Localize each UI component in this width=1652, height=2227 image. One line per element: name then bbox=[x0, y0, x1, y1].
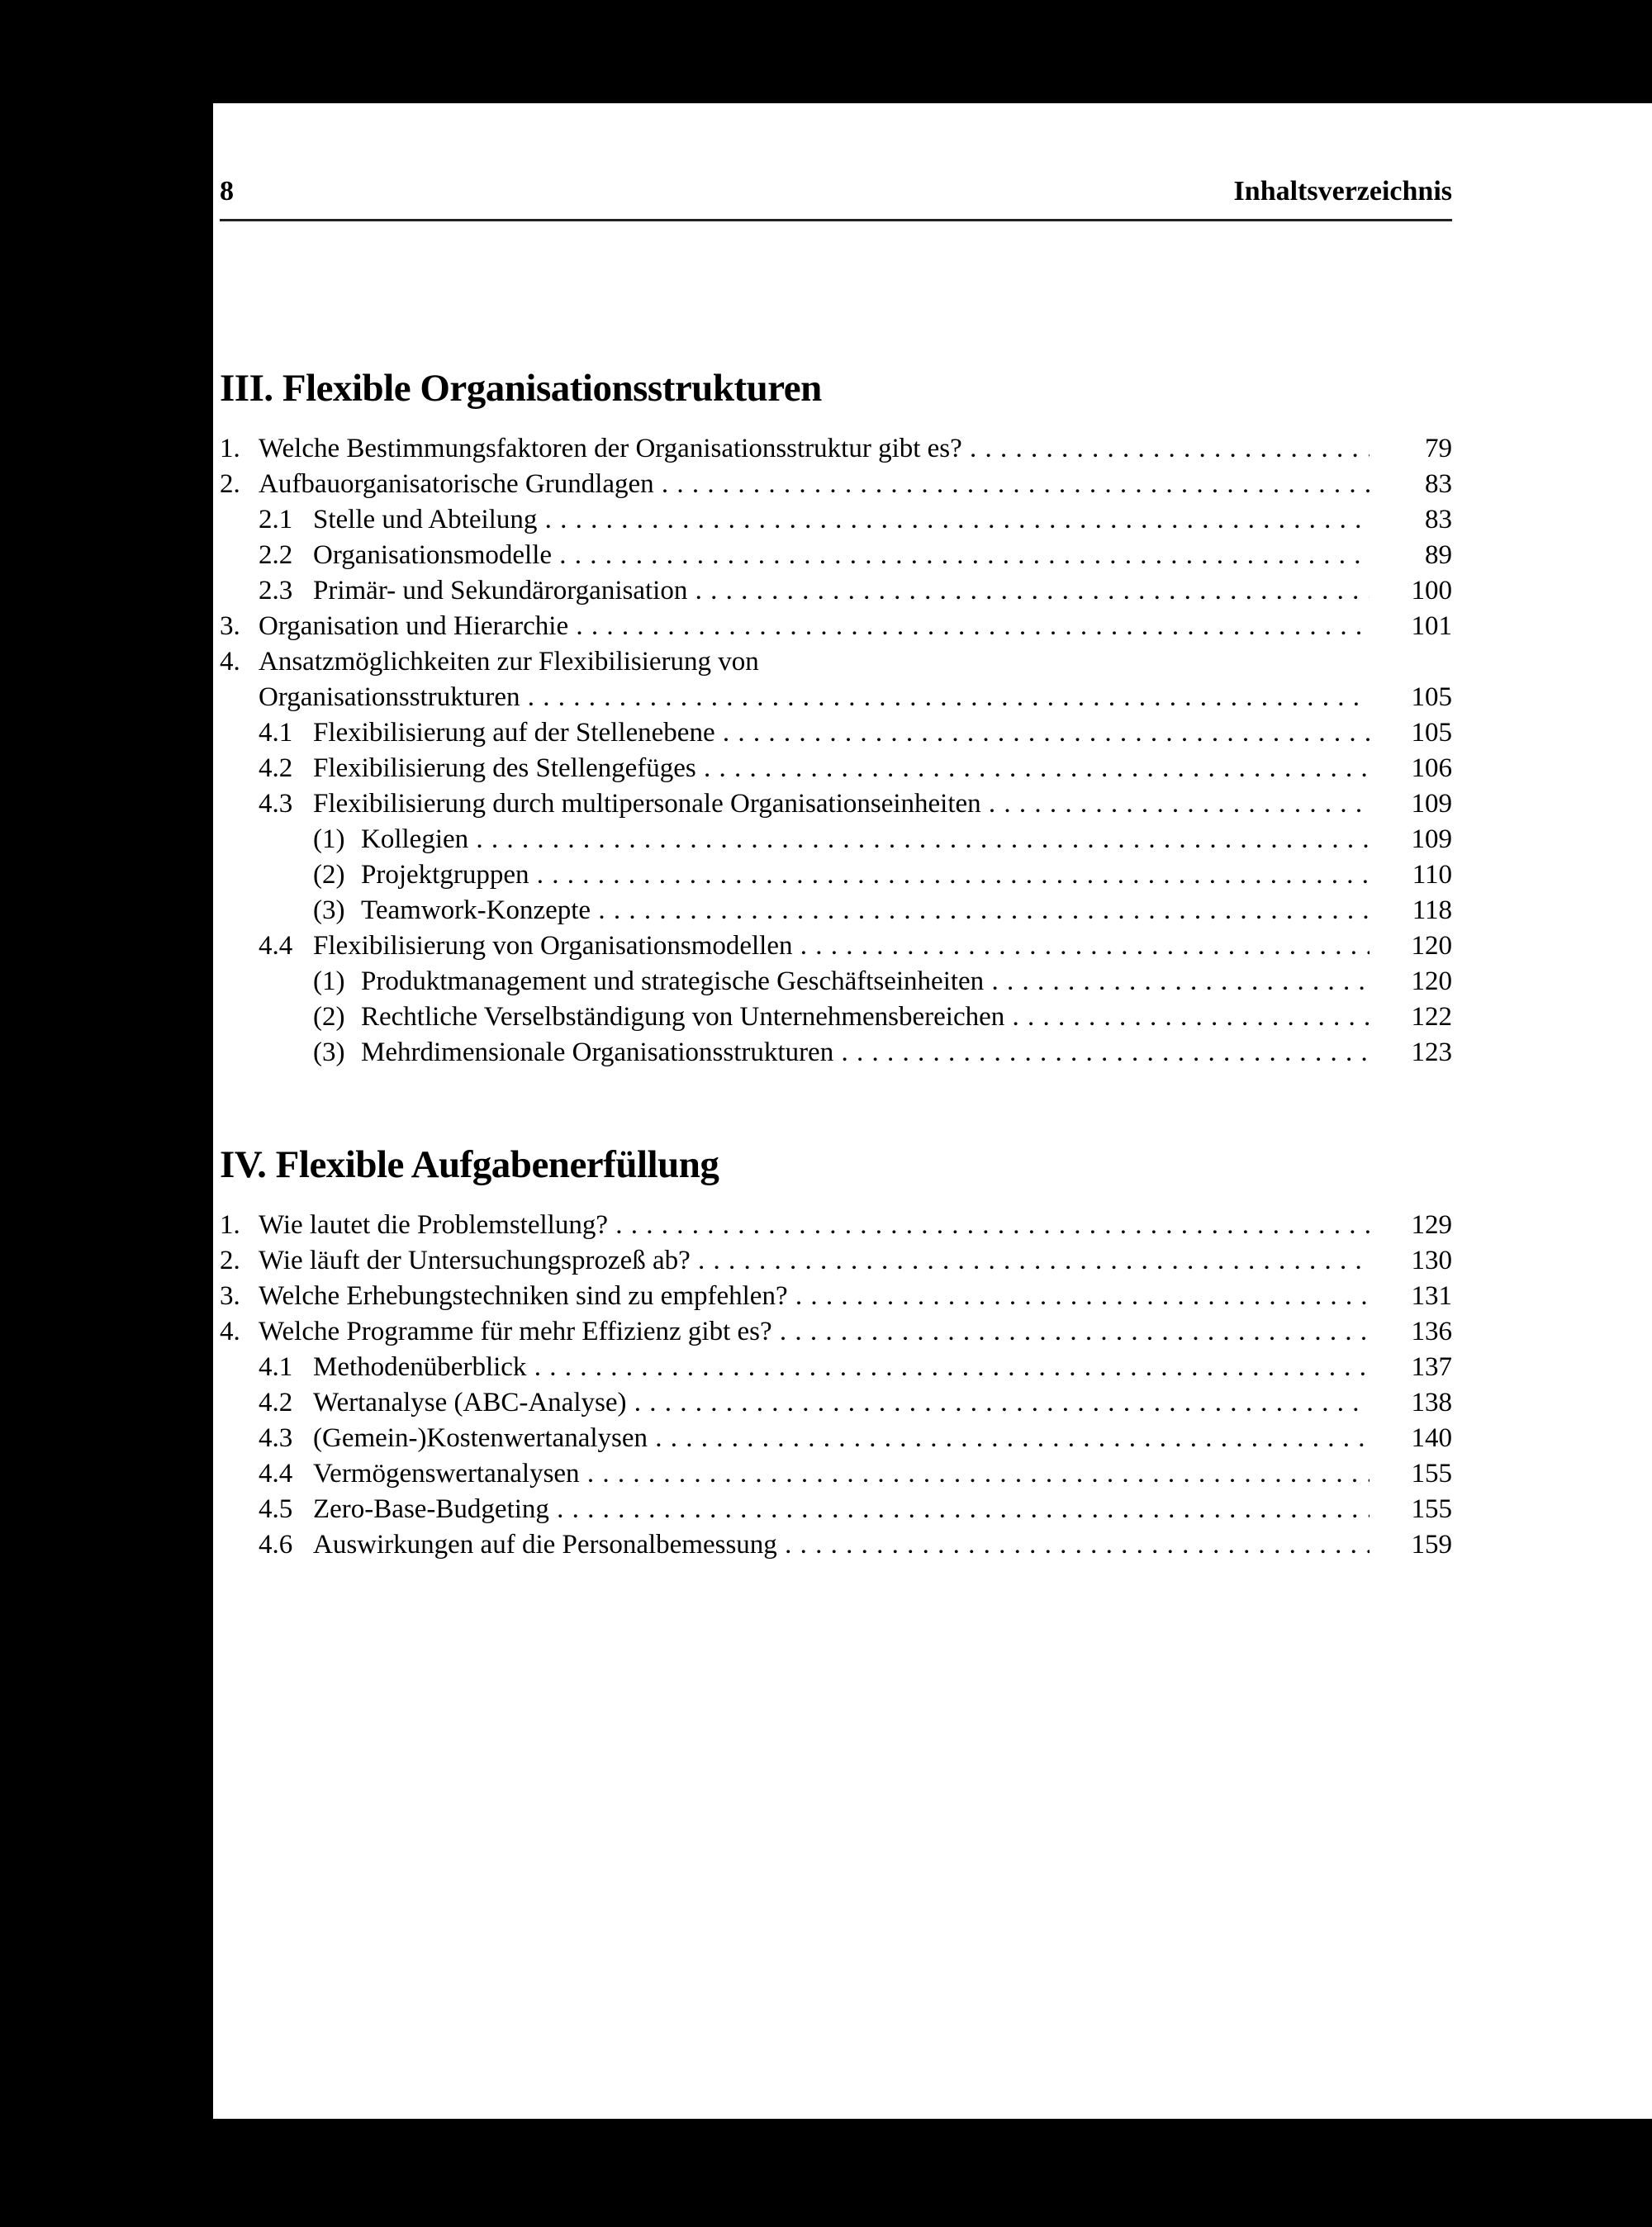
entry-number: 4.2 bbox=[259, 1388, 293, 1417]
toc-entry[interactable] bbox=[220, 431, 1452, 467]
running-head: Inhaltsverzeichnis bbox=[1233, 176, 1452, 207]
toc-entry[interactable] bbox=[220, 893, 1452, 928]
entry-title: Welche Erhebungstechniken sind zu empfehlen? . . . bbox=[259, 1279, 1370, 1314]
entry-page: 140 bbox=[1411, 1423, 1452, 1453]
entry-number: (1) bbox=[313, 824, 345, 854]
entry-page: 137 bbox=[1411, 1352, 1452, 1382]
entry-page: 100 bbox=[1411, 576, 1452, 605]
entry-page: 110 bbox=[1412, 860, 1452, 890]
entry-page: 109 bbox=[1411, 824, 1452, 854]
entry-number: 4.1 bbox=[259, 1352, 293, 1382]
entry-page: 83 bbox=[1425, 505, 1452, 534]
entry-page: 89 bbox=[1425, 540, 1452, 570]
entry-page: 105 bbox=[1411, 682, 1452, 712]
toc-entry[interactable] bbox=[220, 1243, 1452, 1279]
entry-title: Teamwork-Konzepte . . . bbox=[361, 893, 1370, 928]
toc-section-iv bbox=[220, 1140, 1452, 1563]
entry-title: Organisationsmodelle . . . bbox=[313, 538, 1370, 573]
entry-page: 138 bbox=[1411, 1388, 1452, 1417]
toc-entry[interactable] bbox=[220, 786, 1452, 822]
entry-title: Projektgruppen . . . bbox=[361, 857, 1370, 893]
entry-title: Welche Bestimmungsfaktoren der Organisationsstruktur gibt es? . . . bbox=[259, 431, 1370, 467]
toc-entry[interactable] bbox=[220, 715, 1452, 751]
toc-entry[interactable] bbox=[220, 1492, 1452, 1527]
toc-entry[interactable] bbox=[220, 1421, 1452, 1456]
entry-title: Flexibilisierung auf der Stellenebene . . . bbox=[313, 715, 1370, 751]
entry-page: 129 bbox=[1411, 1210, 1452, 1240]
entry-title: Wertanalyse (ABC-Analyse) . . . bbox=[313, 1385, 1370, 1421]
entry-page: 118 bbox=[1412, 895, 1452, 925]
toc-entry[interactable] bbox=[220, 1208, 1452, 1243]
entry-number: 4.4 bbox=[259, 1459, 293, 1489]
toc-section-iii bbox=[220, 363, 1452, 1071]
entry-number: 4. bbox=[220, 1317, 240, 1346]
entry-title: Organisationsstrukturen . . . bbox=[259, 680, 1370, 715]
entry-number: 2.1 bbox=[259, 505, 293, 534]
toc-entry[interactable] bbox=[220, 1350, 1452, 1385]
toc-entry[interactable] bbox=[220, 573, 1452, 609]
entry-page: 131 bbox=[1411, 1281, 1452, 1311]
entry-page: 136 bbox=[1411, 1317, 1452, 1346]
entry-number: 4.2 bbox=[259, 753, 293, 783]
entry-number: 4.6 bbox=[259, 1530, 293, 1560]
entry-page: 106 bbox=[1411, 753, 1452, 783]
entry-number: 3. bbox=[220, 611, 240, 641]
entry-title: Vermögenswertanalysen . . . bbox=[313, 1456, 1370, 1492]
toc-entry[interactable] bbox=[220, 751, 1452, 786]
entry-page: 83 bbox=[1425, 469, 1452, 499]
entry-page: 130 bbox=[1411, 1246, 1452, 1275]
toc-entry[interactable] bbox=[220, 1279, 1452, 1314]
entry-title: Flexibilisierung durch multipersonale Organisationseinheiten . . . bbox=[313, 786, 1370, 822]
toc-entry[interactable] bbox=[220, 1035, 1452, 1071]
entry-page: 105 bbox=[1411, 718, 1452, 748]
entry-number: (2) bbox=[313, 860, 345, 890]
entry-number: (1) bbox=[313, 966, 345, 996]
entry-page: 79 bbox=[1425, 434, 1452, 463]
entry-page: 122 bbox=[1411, 1002, 1452, 1032]
toc-entry[interactable] bbox=[220, 538, 1452, 573]
entry-page: 109 bbox=[1411, 789, 1452, 819]
toc-entry[interactable] bbox=[220, 1456, 1452, 1492]
entry-page: 120 bbox=[1411, 966, 1452, 996]
entry-title: Wie läuft der Untersuchungsprozeß ab? . . . bbox=[259, 1243, 1370, 1279]
toc-entries bbox=[220, 1208, 1452, 1563]
entry-title: Aufbauorganisatorische Grundlagen . . . bbox=[259, 467, 1370, 502]
entry-title: Flexibilisierung des Stellengefüges . . . bbox=[313, 751, 1370, 786]
entry-title: Ansatzmöglichkeiten zur Flexibilisierung von bbox=[259, 647, 759, 677]
toc-entry[interactable] bbox=[220, 609, 1452, 644]
page-header bbox=[220, 169, 1452, 221]
page-number: 8 bbox=[220, 176, 234, 207]
section-title: IV. Flexible Aufgabenerfüllung bbox=[220, 1143, 719, 1186]
entry-number: 4.3 bbox=[259, 1423, 293, 1453]
toc-entry[interactable] bbox=[220, 822, 1452, 857]
toc-entry[interactable] bbox=[220, 644, 1452, 680]
entry-title: Primär- und Sekundärorganisation . . . bbox=[313, 573, 1370, 609]
entry-number: (3) bbox=[313, 1038, 345, 1067]
section-title: III. Flexible Organisationsstrukturen bbox=[220, 367, 822, 410]
entry-number: 3. bbox=[220, 1281, 240, 1311]
entry-number: 2. bbox=[220, 469, 240, 499]
toc-entry[interactable] bbox=[220, 1527, 1452, 1563]
entry-title: Zero-Base-Budgeting . . . bbox=[313, 1492, 1370, 1527]
entry-number: 2.3 bbox=[259, 576, 293, 605]
entry-number: 4.5 bbox=[259, 1494, 293, 1524]
entry-title: Stelle und Abteilung . . . bbox=[313, 502, 1370, 538]
entry-title: Auswirkungen auf die Personalbemessung . . . bbox=[313, 1527, 1370, 1563]
entry-number: 2.2 bbox=[259, 540, 293, 570]
entry-page: 155 bbox=[1411, 1459, 1452, 1489]
entry-title: Rechtliche Verselbständigung von Unternehmensbereichen . . . bbox=[361, 1000, 1370, 1035]
toc-entry[interactable] bbox=[220, 502, 1452, 538]
entry-number: (2) bbox=[313, 1002, 345, 1032]
entry-title: Mehrdimensionale Organisationsstrukturen . . . bbox=[361, 1035, 1370, 1071]
toc-entry[interactable] bbox=[220, 964, 1452, 1000]
entry-number: 1. bbox=[220, 1210, 240, 1240]
entry-number: 4.3 bbox=[259, 789, 293, 819]
entry-title: Produktmanagement und strategische Geschäftseinheiten . . . bbox=[361, 964, 1370, 1000]
entry-title: Welche Programme für mehr Effizienz gibt es? . . . bbox=[259, 1314, 1370, 1350]
toc-entry[interactable] bbox=[220, 1000, 1452, 1035]
entry-page: 155 bbox=[1411, 1494, 1452, 1524]
entry-number: 4. bbox=[220, 647, 240, 677]
entry-title: Methodenüberblick . . . bbox=[313, 1350, 1370, 1385]
toc-entry[interactable] bbox=[220, 857, 1452, 893]
entry-number: (3) bbox=[313, 895, 345, 925]
entry-number: 2. bbox=[220, 1246, 240, 1275]
entry-title: Flexibilisierung von Organisationsmodellen . . . bbox=[313, 928, 1370, 964]
entry-page: 120 bbox=[1411, 931, 1452, 961]
entry-number: 4.4 bbox=[259, 931, 293, 961]
entry-title: Organisation und Hierarchie . . . bbox=[259, 609, 1370, 644]
entry-page: 101 bbox=[1411, 611, 1452, 641]
toc-entry[interactable] bbox=[220, 928, 1452, 964]
entry-number: 4.1 bbox=[259, 718, 293, 748]
entry-page: 159 bbox=[1411, 1530, 1452, 1560]
entry-page: 123 bbox=[1411, 1038, 1452, 1067]
entry-title: Wie lautet die Problemstellung? . . . bbox=[259, 1208, 1370, 1243]
toc-entry-continuation[interactable] bbox=[220, 680, 1452, 715]
toc-entries bbox=[220, 431, 1452, 1071]
toc-entry[interactable] bbox=[220, 1385, 1452, 1421]
entry-title: Kollegien . . . bbox=[361, 822, 1370, 857]
toc-entry[interactable] bbox=[220, 467, 1452, 502]
entry-title: (Gemein-)Kostenwertanalysen . . . bbox=[313, 1421, 1370, 1456]
entry-number: 1. bbox=[220, 434, 240, 463]
toc-entry[interactable] bbox=[220, 1314, 1452, 1350]
